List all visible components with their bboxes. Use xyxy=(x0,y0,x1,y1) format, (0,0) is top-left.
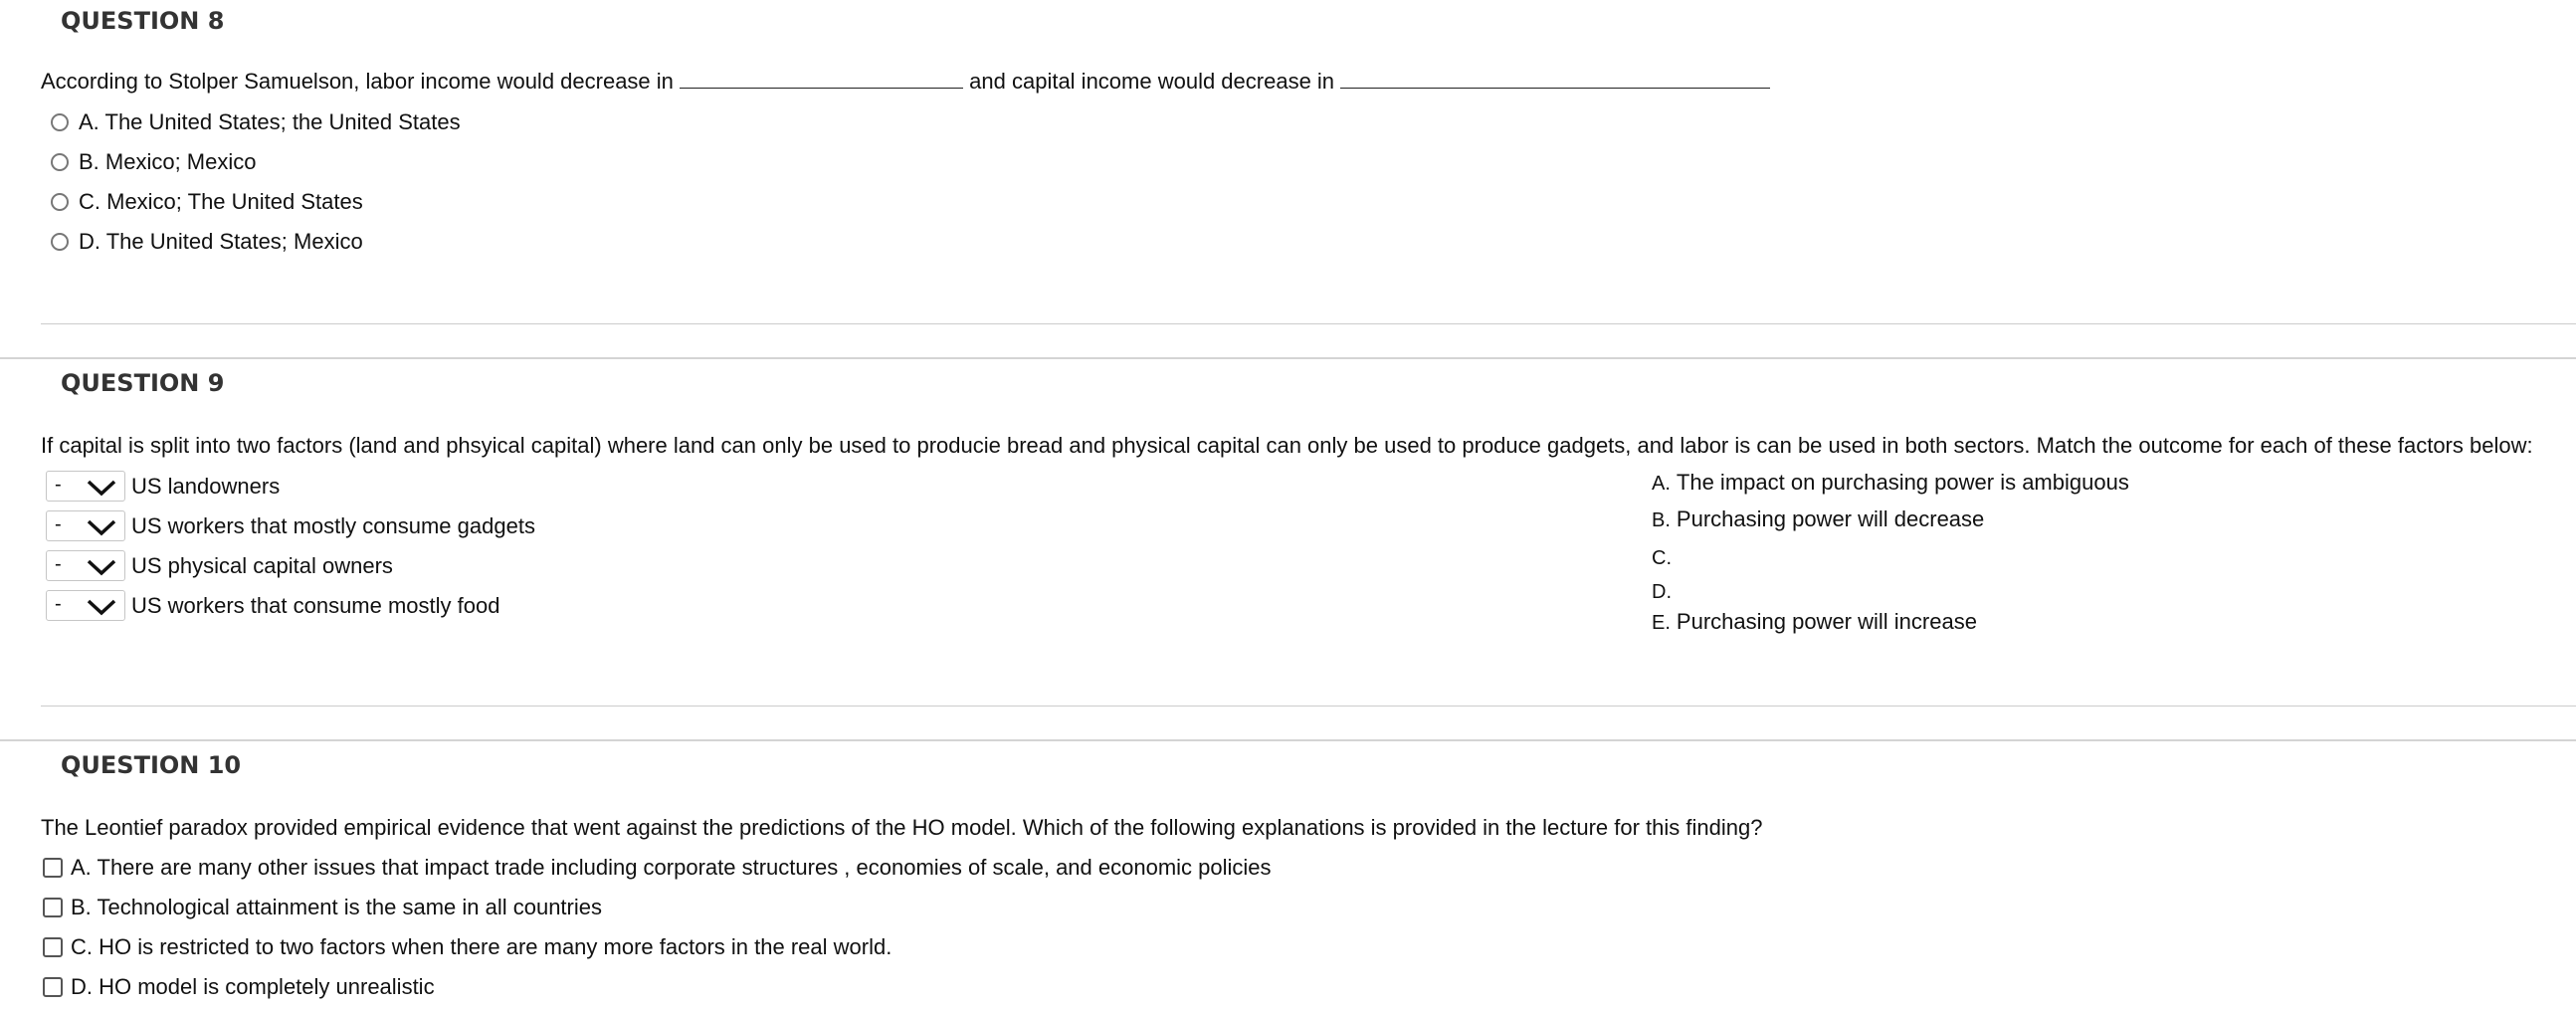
question-8-title: QUESTION 8 xyxy=(61,7,225,35)
match-row-2 xyxy=(46,510,535,541)
q8-option-c-label: C. Mexico; The United States xyxy=(79,189,363,214)
section-divider xyxy=(41,323,2576,324)
q10-option-c[interactable] xyxy=(43,934,892,960)
match-item-label: US physical capital owners xyxy=(131,552,393,578)
chevron-down-icon xyxy=(87,598,116,616)
answer-c: C. xyxy=(1652,547,1672,569)
q8-option-c[interactable] xyxy=(51,189,363,215)
checkbox[interactable] xyxy=(43,858,63,878)
match-item-label: US landowners xyxy=(131,473,281,499)
match-select-3[interactable]: - xyxy=(46,550,125,581)
radio-button[interactable] xyxy=(51,113,69,131)
question-8-prompt xyxy=(41,69,1770,95)
question-separator xyxy=(0,739,2576,741)
question-9-title: QUESTION 9 xyxy=(61,369,225,397)
q8-option-b[interactable] xyxy=(51,149,257,175)
match-select-2[interactable]: - xyxy=(46,510,125,541)
match-select-1[interactable]: - xyxy=(46,471,125,502)
chevron-down-icon xyxy=(87,558,116,576)
fill-blank-2 xyxy=(1340,70,1770,89)
chevron-down-icon xyxy=(87,479,116,497)
question-10-prompt: The Leontief paradox provided empirical evidence that went against the predictions of the HO model. Which of the following explanations is provided in the lecture for this finding? xyxy=(41,815,1763,840)
question-8-prompt-part1: According to Stolper Samuelson, labor income would decrease in xyxy=(41,69,674,94)
checkbox[interactable] xyxy=(43,977,63,997)
question-separator xyxy=(0,357,2576,359)
radio-button[interactable] xyxy=(51,153,69,171)
match-row-4 xyxy=(46,590,499,621)
section-divider xyxy=(41,706,2576,707)
q8-option-d-label: D. The United States; Mexico xyxy=(79,229,363,254)
q8-option-b-label: B. Mexico; Mexico xyxy=(79,149,257,174)
q10-option-b[interactable] xyxy=(43,895,602,920)
answer-e: E. Purchasing power will increase xyxy=(1652,609,1977,634)
q10-option-d-label: D. HO model is completely unrealistic xyxy=(71,974,435,999)
question-10-title: QUESTION 10 xyxy=(61,751,242,779)
answer-a: A. The impact on purchasing power is ambiguous xyxy=(1652,470,2129,495)
checkbox[interactable] xyxy=(43,937,63,957)
chevron-down-icon xyxy=(87,518,116,536)
answer-b: B. Purchasing power will decrease xyxy=(1652,506,1985,531)
q10-option-a[interactable] xyxy=(43,855,1272,881)
match-select-4[interactable]: - xyxy=(46,590,125,621)
q10-option-d[interactable] xyxy=(43,974,435,1000)
checkbox[interactable] xyxy=(43,898,63,917)
answer-d: D. xyxy=(1652,581,1672,603)
match-item-label: US workers that consume mostly food xyxy=(131,592,500,618)
q10-option-b-label: B. Technological attainment is the same in all countries xyxy=(71,895,602,919)
match-row-3 xyxy=(46,550,393,581)
q8-option-d[interactable] xyxy=(51,229,363,255)
radio-button[interactable] xyxy=(51,193,69,211)
question-8-prompt-part2: and capital income would decrease in xyxy=(969,69,1335,94)
fill-blank-1 xyxy=(680,70,963,89)
question-9-prompt: If capital is split into two factors (land and phsyical capital) where land can only be used to producie bread and physical capital can only be used to produce gadgets, and labor is can be used in both sectors. Match the outcome for each of these factors below: xyxy=(41,433,2533,458)
match-row-1 xyxy=(46,471,280,502)
q10-option-c-label: C. HO is restricted to two factors when there are many more factors in the real world. xyxy=(71,934,892,959)
radio-button[interactable] xyxy=(51,233,69,251)
q10-option-a-label: A. There are many other issues that impact trade including corporate structures , economies of scale, and economic policies xyxy=(71,855,1272,880)
match-item-label: US workers that mostly consume gadgets xyxy=(131,512,535,538)
q8-option-a[interactable] xyxy=(51,109,461,135)
q8-option-a-label: A. The United States; the United States xyxy=(79,109,461,134)
